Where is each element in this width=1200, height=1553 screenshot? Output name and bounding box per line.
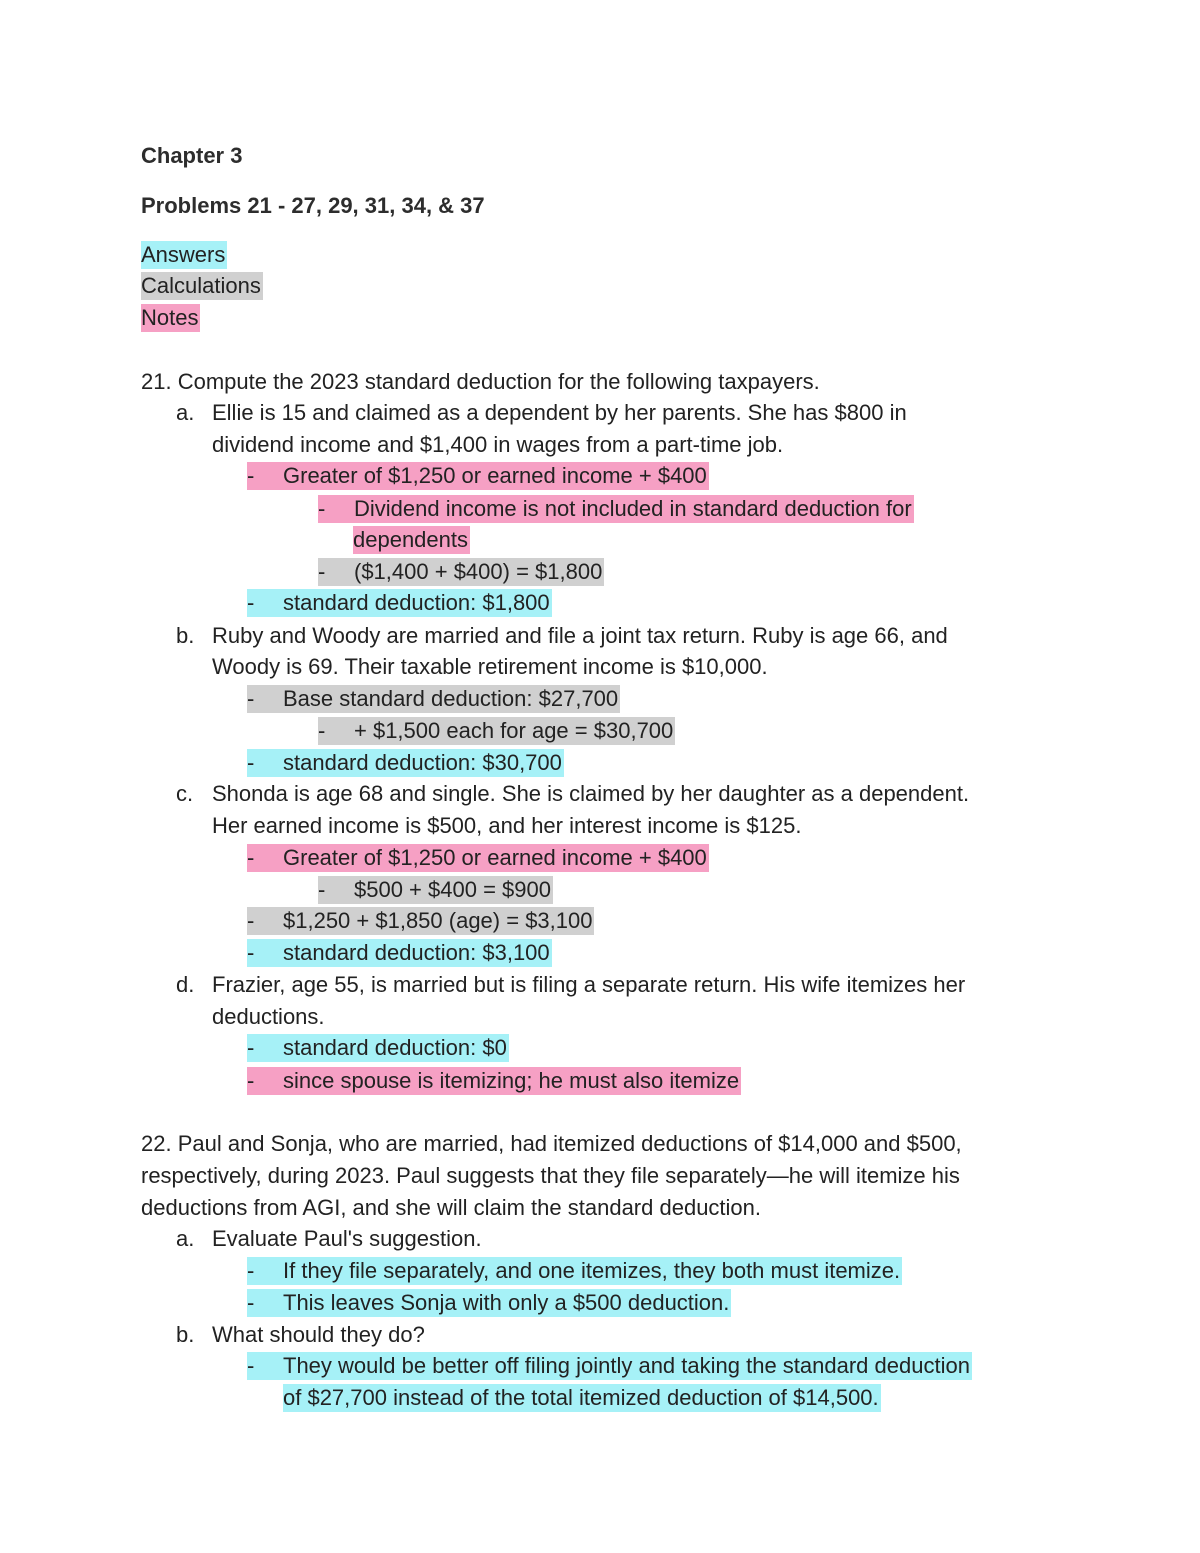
q21b-calc1: - Base standard deduction: $27,700	[247, 686, 619, 711]
problems-heading: Problems 21 - 27, 29, 31, 34, & 37	[141, 193, 485, 218]
q21c-calc2: - $1,250 + $1,850 (age) = $3,100	[247, 908, 593, 933]
q22-prompt-line3: deductions from AGI, and she will claim the standard deduction.	[141, 1195, 762, 1220]
q22b-text: What should they do?	[212, 1322, 425, 1347]
q21c-calc1: - $500 + $400 = $900	[318, 877, 551, 902]
q22-prompt-line1: 22. Paul and Sonja, who are married, had itemized deductions of $14,000 and $500,	[141, 1131, 962, 1156]
q21b-marker: b.	[176, 623, 195, 648]
legend-calculations-label: Calculations	[141, 273, 261, 298]
q22b-marker: b.	[176, 1322, 195, 1347]
legend-calculations	[141, 271, 263, 301]
q22a-answer2: - This leaves Sonja with only a $500 deduction.	[247, 1290, 730, 1315]
q21c-text-line2: Her earned income is $500, and her interest income is $125.	[212, 813, 802, 838]
legend-answers	[141, 240, 227, 270]
q22b-answer-line1: - They would be better off filing jointly and taking the standard deduction	[247, 1353, 970, 1378]
q21b-text-line2: Woody is 69. Their taxable retirement income is $10,000.	[212, 654, 768, 679]
q22-prompt-line2: respectively, during 2023. Paul suggests that they file separately—he will itemize his	[141, 1163, 960, 1188]
chapter-title: Chapter 3	[141, 143, 243, 168]
legend-notes-label: Notes	[141, 305, 199, 330]
q21d-note1: - since spouse is itemizing; he must also itemize	[247, 1068, 740, 1093]
q22b-answer-line2: of $27,700 instead of the total itemized deduction of $14,500.	[283, 1385, 879, 1410]
q21c-text-line1: Shonda is age 68 and single. She is claimed by her daughter as a dependent.	[212, 781, 970, 806]
q21c-marker: c.	[176, 781, 194, 806]
q21a-text-line1: Ellie is 15 and claimed as a dependent by her parents. She has $800 in	[212, 400, 907, 425]
q21d-text-line1: Frazier, age 55, is married but is filing a separate return. His wife itemizes her	[212, 972, 966, 997]
q21d-marker: d.	[176, 972, 195, 997]
q21b-text-line1: Ruby and Woody are married and file a joint tax return. Ruby is age 66, and	[212, 623, 948, 648]
q21a-note2-cont: dependents	[353, 527, 468, 552]
q21a-text-line2: dividend income and $1,400 in wages from a part-time job.	[212, 432, 784, 457]
q21d-text-line2: deductions.	[212, 1004, 325, 1029]
q21c-answer: - standard deduction: $3,100	[247, 940, 550, 965]
q22a-text: Evaluate Paul's suggestion.	[212, 1226, 482, 1251]
q21b-answer: - standard deduction: $30,700	[247, 750, 562, 775]
q21-prompt: 21. Compute the 2023 standard deduction for the following taxpayers.	[141, 369, 820, 394]
q22a-answer1: - If they file separately, and one itemizes, they both must itemize.	[247, 1258, 901, 1283]
q21a-answer: - standard deduction: $1,800	[247, 590, 550, 615]
q21a-calc1: - ($1,400 + $400) = $1,800	[318, 559, 603, 584]
q21c-note1: - Greater of $1,250 or earned income + $400	[247, 845, 707, 870]
q21a-marker: a.	[176, 400, 195, 425]
q22a-marker: a.	[176, 1226, 195, 1251]
q21b-calc2: - + $1,500 each for age = $30,700	[318, 718, 674, 743]
q21d-answer: - standard deduction: $0	[247, 1035, 507, 1060]
legend-answers-label: Answers	[141, 242, 226, 267]
legend-notes	[141, 303, 200, 333]
q21a-note2: - Dividend income is not included in standard deduction for	[318, 496, 912, 521]
q21a-note1: - Greater of $1,250 or earned income + $400	[247, 463, 707, 488]
